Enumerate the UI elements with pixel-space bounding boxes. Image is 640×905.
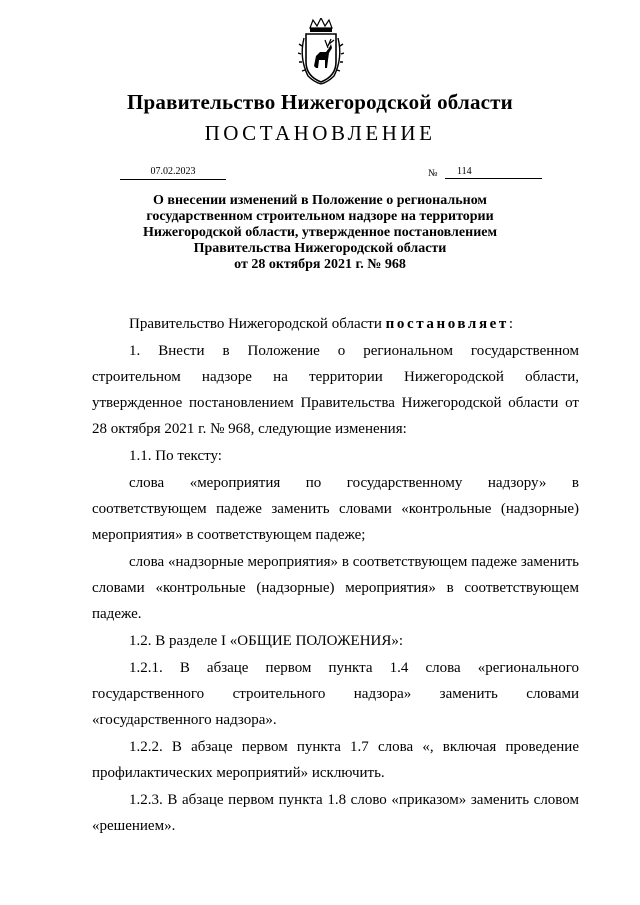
subject-line: Нижегородской области, утвержденное постановлением	[142, 225, 498, 240]
government-title: Правительство Нижегородской области	[127, 90, 513, 114]
subject-line: государственном строительном надзоре на территории	[146, 209, 494, 224]
paragraph-1-2: 1.2. В разделе I «ОБЩИЕ ПОЛОЖЕНИЯ»:	[129, 633, 404, 649]
paragraph-1: 1. Внести в Положение о региональном государственном строительном надзоре на территории Нижегородской области, утвержденное постановлением Правительства Нижегородской области от 28 октября 2021 г. № 968, следующие изменения:	[92, 343, 579, 437]
paragraph-1-2-3: 1.2.3. В абзаце первом пункта 1.8 слово «приказом» заменить словом «решением».	[92, 792, 579, 834]
document-number: 114	[445, 166, 542, 179]
paragraph-1-2-2: 1.2.2. В абзаце первом пункта 1.7 слова «, включая проведение профилактических мероприятий» исключить.	[92, 739, 579, 781]
paragraph-1-1: 1.1. По тексту:	[129, 448, 222, 464]
paragraph-words-2: слова «надзорные мероприятия» в соответствующем падеже заменить словами «контрольные (надзорные) мероприятия» в соответствующем падеже.	[92, 554, 579, 622]
coat-of-arms-emblem	[298, 18, 344, 86]
subject-line: от 28 октября 2021 г. № 968	[234, 257, 406, 272]
paragraph-1-2-1: 1.2.1. В абзаце первом пункта 1.4 слова «регионального государственного строительного надзора» заменить словами «государственного надзора».	[92, 660, 579, 728]
document-date: 07.02.2023	[120, 166, 226, 180]
resolves-word: постановляет	[385, 316, 509, 332]
subject-line: Правительства Нижегородской области	[193, 241, 447, 256]
intro-text: Правительство Нижегородской области	[129, 316, 382, 332]
document-subject	[120, 193, 520, 273]
intro-colon: :	[508, 316, 514, 332]
paragraph-words-1: слова «мероприятия по государственному надзору» в соответствующем падеже заменить словами «контрольные (надзорные) мероприятия» в соответствующем падеже;	[92, 475, 579, 543]
number-label: №	[428, 168, 438, 179]
subject-line: О внесении изменений в Положение о региональном	[153, 193, 487, 208]
document-type-heading: ПОСТАНОВЛЕНИЕ	[204, 121, 436, 145]
document-body	[92, 311, 579, 839]
intro-paragraph	[92, 311, 579, 337]
